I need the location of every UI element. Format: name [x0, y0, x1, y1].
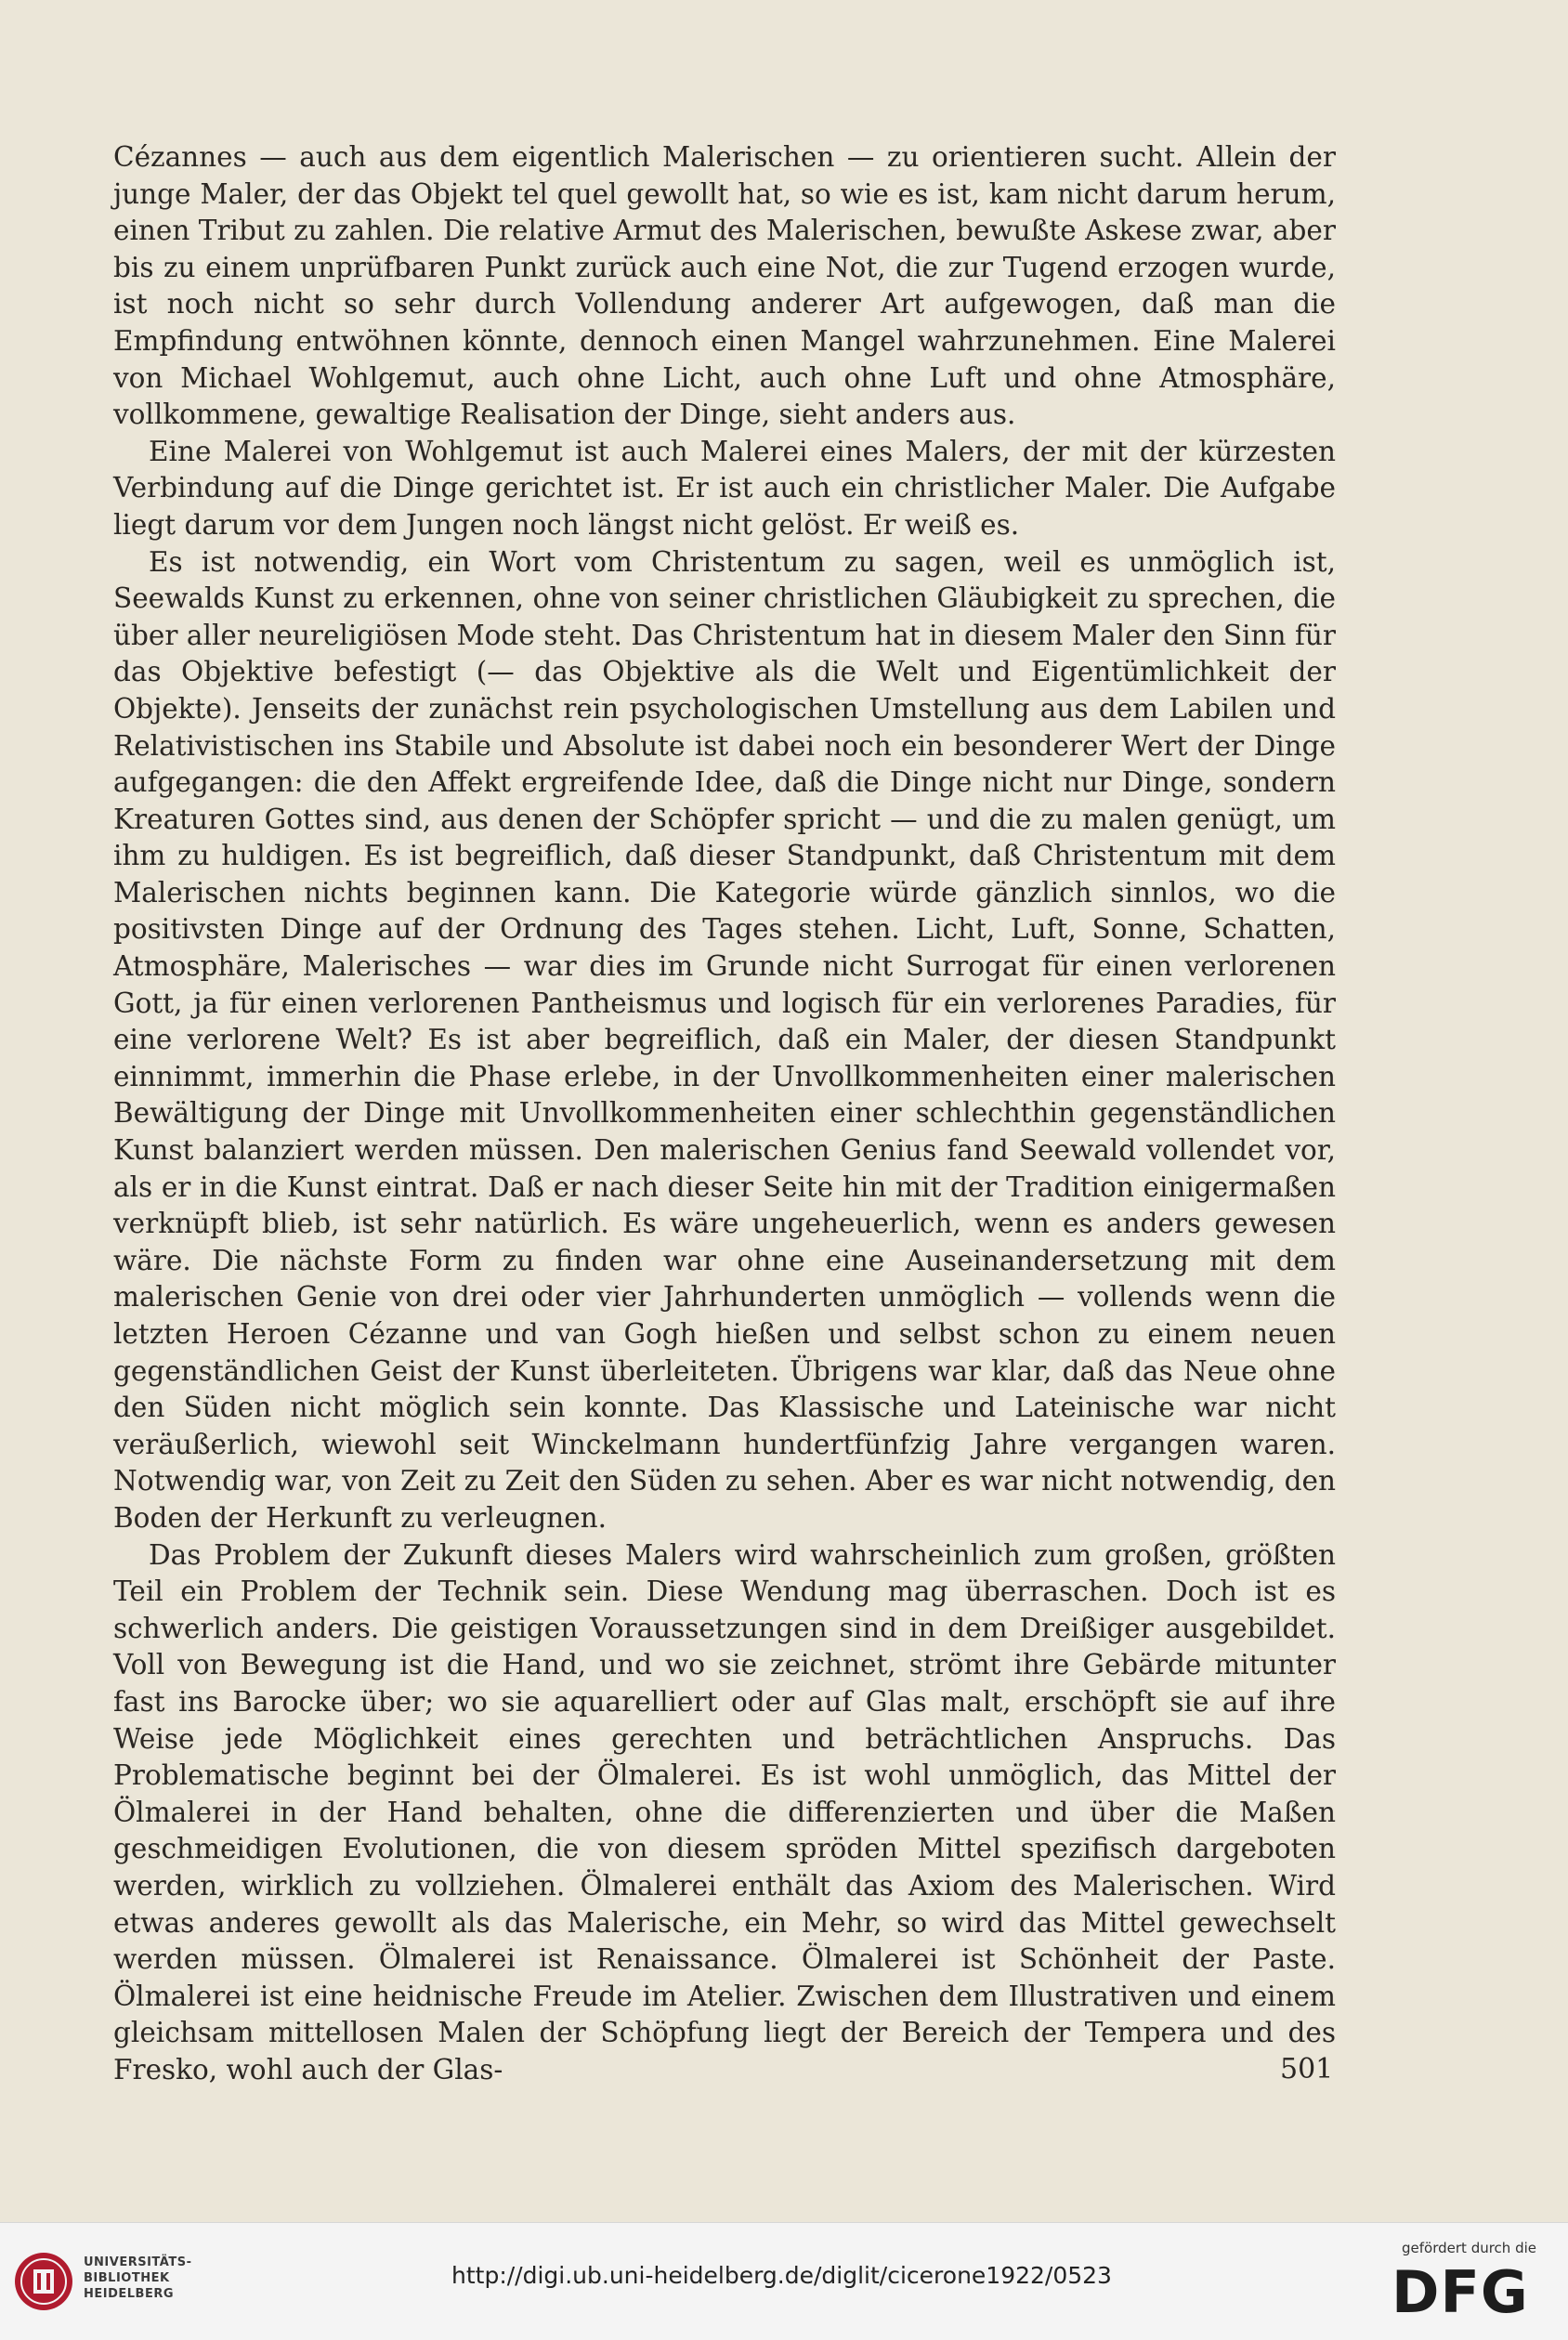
library-logo[interactable] [13, 2247, 208, 2320]
library-name: UNIVERSITÄTS- BIBLIOTHEK HEIDELBERG [84, 2255, 192, 2301]
dfg-logo-icon: DFG [1392, 2258, 1529, 2326]
paragraph: Cézannes — auch aus dem eigentlich Malerischen — zu orientieren sucht. Allein der junge Maler, der das Objekt tel quel gewollt hat, so wie es ist, kam nicht darum herum, einen Tribut zu zahlen. Die relative Armut des Malerischen, bewußte Askese zwar, aber bis zu einem unprüfbaren Punkt zurück auch eine Not, die zur Tugend erzogen wurde, ist noch nicht so sehr durch Vollendung anderer Art aufgewogen, daß man die Empfindung entwöhnen könnte, dennoch einen Mangel wahrzunehmen. Eine Malerei von Michael Wohlgemut, auch ohne Licht, auch ohne Luft und ohne Atmosphäre, vollkommene, gewaltige Realisation der Dinge, sieht anders aus. [113, 141, 1336, 431]
library-seal-icon [13, 2251, 74, 2312]
paragraph: Eine Malerei von Wohlgemut ist auch Malerei eines Malers, der mit der kürzesten Verbindung auf die Dinge gerichtet ist. Er ist auch ein christlicher Maler. Die Aufgabe liegt darum vor dem Jungen noch längst nicht gelöst. Er weiß es. [113, 435, 1336, 541]
page-number: 501 [1280, 2053, 1334, 2085]
body-text [113, 139, 1336, 2088]
sponsor-caption: gefördert durch die [1402, 2240, 1536, 2256]
sponsor-logo[interactable] [1379, 2240, 1561, 2331]
permalink-url[interactable]: http://digi.ub.uni-heidelberg.de/diglit/cicerone1922/0523 [451, 2262, 1112, 2289]
paragraph: Es ist notwendig, ein Wort vom Christentum zu sagen, weil es unmöglich ist, Seewalds Kunst zu erkennen, ohne von seiner christlichen Gläubigkeit zu sprechen, die über aller neureligiösen Mode steht. Das Christentum hat in diesem Maler den Sinn für das Objektive befestigt (— das Objektive als die Welt und Eigentümlichkeit der Objekte). Jenseits der zunächst rein psychologischen Umstellung aus dem Labilen und Relativistischen ins Stabile und Absolute ist dabei noch ein besonderer Wert der Dinge aufgegangen: die den Affekt ergreifende Idee, daß die Dinge nicht nur Dinge, sondern Kreaturen Gottes sind, aus denen der Schöpfer spricht — und die zu malen genügt, um ihm zu huldigen. Es ist begreiflich, daß dieser Standpunkt, daß Christentum mit dem Malerischen nichts beginnen kann. Die Kategorie würde gänzlich sinnlos, wo die positivsten Dinge auf der Ordnung des Tages stehen. Licht, Luft, Sonne, Schatten, Atmosphäre, Malerisches — war dies im Grunde nicht Surrogat für einen verlorenen Gott, ja für einen verlorenen Pantheismus und logisch für ein verlorenes Paradies, für eine verlorene Welt? Es ist aber begreiflich, daß ein Maler, der diesen Standpunkt einnimmt, immerhin die Phase erlebe, in der Unvollkommenheiten einer malerischen Bewältigung der Dinge mit Unvollkommenheiten einer schlechthin gegenständlichen Kunst balanziert werden müssen. Den malerischen Genius fand Seewald vollendet vor, als er in die Kunst eintrat. Daß er nach dieser Seite hin mit der Tradition einigermaßen verknüpft blieb, ist sehr natürlich. Es wäre ungeheuerlich, wenn es anders gewesen wäre. Die nächste Form zu finden war ohne eine Auseinandersetzung mit dem malerischen Genie von drei oder vier Jahrhunderten unmöglich — vollends wenn die letzten Heroen Cézanne und van Gogh hießen und selbst schon zu einem neuen gegenständlichen Geist der Kunst überleiteten. Übrigens war klar, daß das Neue ohne den Süden nicht möglich sein konnte. Das Klassische und Lateinische war nicht veräußerlich, wiewohl seit Winckelmann hundertfünfzig Jahre vergangen waren. Notwendig war, von Zeit zu Zeit den Süden zu sehen. Aber es war nicht notwendig, den Boden der Herkunft zu verleugnen. [113, 545, 1336, 1534]
paragraph: Das Problem der Zukunft dieses Malers wird wahrscheinlich zum großen, größten Teil ein Problem der Technik sein. Diese Wendung mag überraschen. Doch ist es schwerlich anders. Die geistigen Voraussetzungen sind in dem Dreißiger ausgebildet. Voll von Bewegung ist die Hand, und wo sie zeichnet, strömt ihre Gebärde mitunter fast ins Barocke über; wo sie aquarelliert oder auf Glas malt, erschöpft sie auf ihre Weise jede Möglichkeit eines gerechten und beträchtlichen Anspruchs. Das Problematische beginnt bei der Ölmalerei. Es ist wohl unmöglich, das Mittel der Ölmalerei in der Hand behalten, ohne die differenzierten und über die Maßen geschmeidigen Evolutionen, die von diesem spröden Mittel spezifisch dargeboten werden, wirklich zu vollziehen. Ölmalerei enthält das Axiom des Malerischen. Wird etwas anderes gewollt als das Malerische, ein Mehr, so wird das Mittel gewechselt werden müssen. Ölmalerei ist Renaissance. Ölmalerei ist Schönheit der Paste. Ölmalerei ist eine heidnische Freude im Atelier. Zwischen dem Illustrativen und einem gleichsam mittellosen Malen der Schöpfung liegt der Bereich der Tempera und des Fresko, wohl auch der Glas- [113, 1538, 1336, 2085]
footer-bar [0, 2222, 1568, 2340]
